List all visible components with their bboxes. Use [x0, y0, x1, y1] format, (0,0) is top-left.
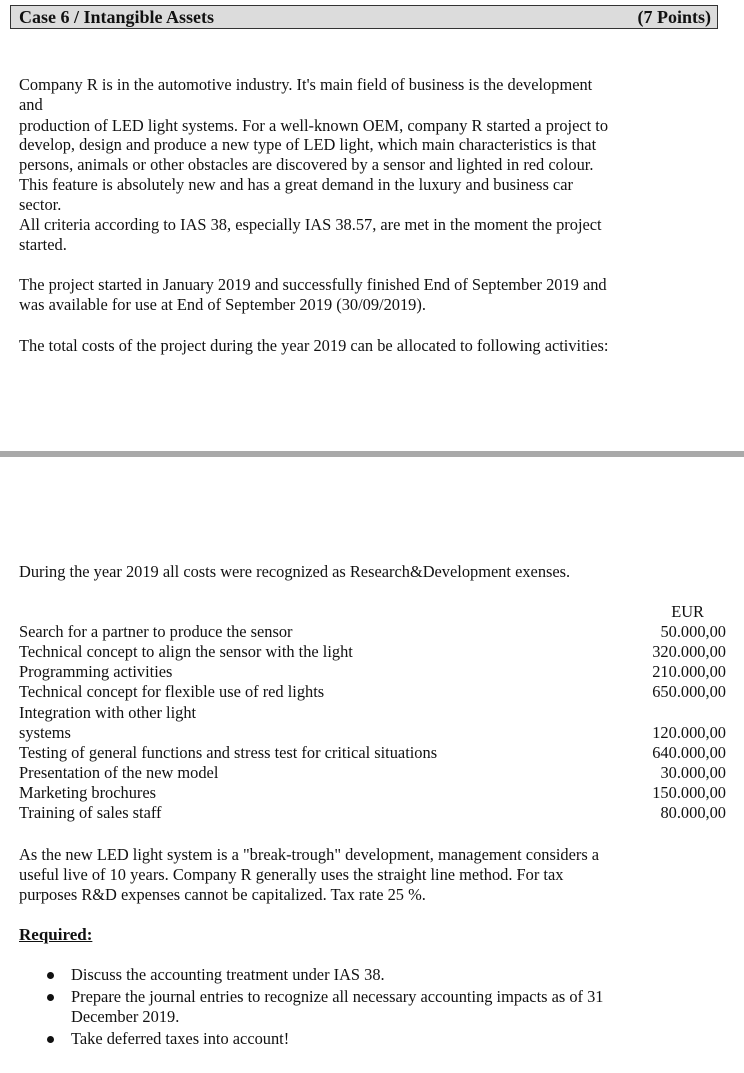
intro-line: started. [19, 235, 67, 254]
cost-amount: 30.000,00 [660, 763, 726, 782]
cost-label: Programming activities [19, 662, 173, 681]
cost-label: Training of sales staff [19, 803, 162, 822]
required-item: Prepare the journal entries to recognize all necessary accounting impacts as of 31 [71, 987, 604, 1006]
closing-line: As the new LED light system is a "break-trough" development, management considers a [19, 845, 600, 864]
required-item: Take deferred taxes into account! [71, 1029, 290, 1048]
recognized-text: During the year 2019 all costs were recognized as Research&Development exenses. [19, 562, 571, 581]
intro-line: develop, design and produce a new type of LED light, which main characteristics is that [19, 135, 597, 154]
case-points: (7 Points) [637, 7, 711, 27]
intro-line: and [19, 95, 43, 114]
currency-header: EUR [671, 602, 704, 621]
cost-amount: 150.000,00 [652, 783, 726, 802]
cost-label: Marketing brochures [19, 783, 156, 802]
cost-amount: 320.000,00 [652, 642, 726, 661]
bullet-icon [47, 994, 54, 1001]
intro-line: production of LED light systems. For a well-known OEM, company R started a project to [19, 116, 609, 135]
cost-label: Technical concept to align the sensor with the light [19, 642, 353, 661]
intro-line: This feature is absolutely new and has a great demand in the luxury and business car [19, 175, 573, 194]
cost-amount: 50.000,00 [660, 622, 726, 641]
cost-label: Presentation of the new model [19, 763, 219, 782]
closing-line: useful live of 10 years. Company R generally uses the straight line method. For tax [19, 865, 564, 884]
required-item-continued: December 2019. [71, 1007, 180, 1026]
cost-label: Search for a partner to produce the sensor [19, 622, 293, 641]
total-costs-text: The total costs of the project during the year 2019 can be allocated to following activities: [19, 336, 609, 355]
bullet-icon [47, 1036, 54, 1043]
cost-amount: 210.000,00 [652, 662, 726, 681]
cost-amount: 120.000,00 [652, 723, 726, 742]
bullet-icon [47, 972, 54, 979]
case-header [10, 5, 718, 29]
cost-label: Testing of general functions and stress test for critical situations [19, 743, 438, 762]
case-title: Case 6 / Intangible Assets [19, 7, 215, 27]
intro-line: sector. [19, 195, 62, 214]
cost-amount: 650.000,00 [652, 682, 726, 701]
project-line: was available for use at End of September 2019 (30/09/2019). [19, 295, 426, 314]
page-divider [0, 451, 744, 457]
cost-label: Technical concept for flexible use of red lights [19, 682, 325, 701]
required-heading: Required: [19, 925, 93, 944]
required-item: Discuss the accounting treatment under IAS 38. [71, 965, 385, 984]
cost-label-continued: systems [19, 723, 71, 742]
intro-line: All criteria according to IAS 38, especially IAS 38.57, are met in the moment the project [19, 215, 602, 234]
cost-label: Integration with other light [19, 703, 197, 722]
intro-line: Company R is in the automotive industry. It's main field of business is the development [19, 75, 593, 94]
cost-amount: 80.000,00 [660, 803, 726, 822]
closing-line: purposes R&D expenses cannot be capitalized. Tax rate 25 %. [19, 885, 426, 904]
cost-amount: 640.000,00 [652, 743, 726, 762]
project-line: The project started in January 2019 and successfully finished End of September 2019 and [19, 275, 607, 294]
intro-line: persons, animals or other obstacles are discovered by a sensor and lighted in red colour. [19, 155, 594, 174]
